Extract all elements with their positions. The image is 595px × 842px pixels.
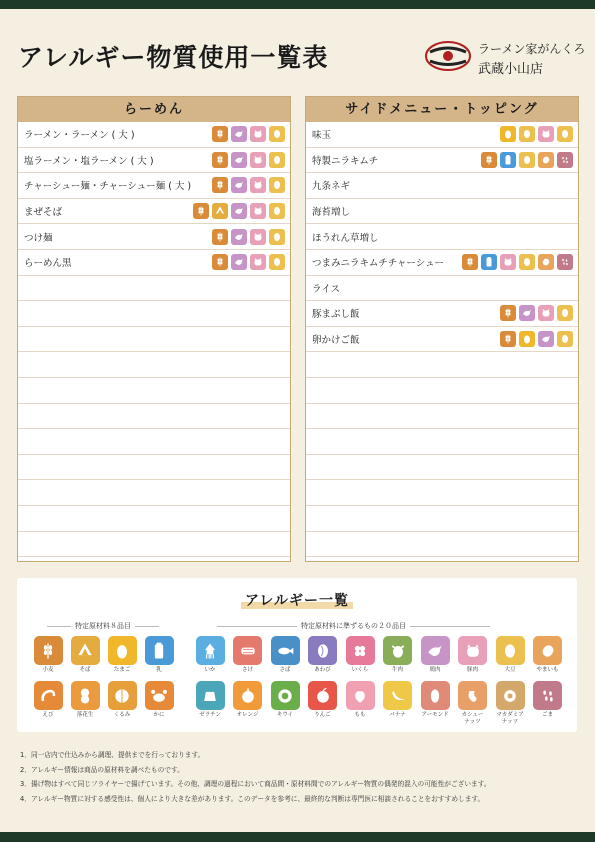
salmon-roe-icon (233, 636, 262, 665)
pork-icon (250, 229, 266, 245)
ramen-table-body (18, 122, 290, 562)
table-row (306, 301, 578, 327)
legend-item-label: 牛肉 (391, 667, 403, 673)
legend-item-label: たまご (113, 667, 131, 673)
menu-item-label: 特製ニラキムチ (312, 155, 379, 167)
page-title: アレルギー物質使用一覧表 (18, 43, 329, 72)
legend-item-label: くるみ (113, 712, 131, 718)
chicken-icon (231, 254, 247, 270)
table-row (306, 122, 578, 148)
legend-item-salmon-roe (233, 636, 263, 674)
table-row (18, 327, 290, 353)
legend-item-label: いくら (351, 667, 369, 673)
menu-item-label: 豚まぶし飯 (312, 309, 360, 321)
pork-icon (250, 254, 266, 270)
menu-item-label: 九条ネギ (312, 181, 351, 193)
table-row (306, 250, 578, 276)
legend-item-buckwheat (70, 636, 100, 674)
legend-item-label: キウイ (276, 712, 294, 718)
legend-item-peanut (70, 681, 100, 719)
legend-item-abalone (308, 636, 338, 674)
legend-item-pork (458, 636, 488, 674)
pork-icon (500, 254, 516, 270)
soy-icon (519, 152, 535, 168)
pork-icon (458, 636, 487, 665)
allergen-icons (500, 331, 573, 347)
menu-item-label: らーめん黒 (24, 258, 72, 270)
pork-icon (250, 203, 266, 219)
table-row (18, 506, 290, 532)
table-row (306, 429, 578, 455)
legend-item-label: マカダミア ナッツ (496, 712, 524, 725)
table-row (306, 173, 578, 199)
allergen-icons (481, 152, 573, 168)
legend-item-kiwi (270, 681, 300, 719)
table-row (18, 250, 290, 276)
legend-item-label: いか (204, 667, 216, 673)
soy-icon (557, 331, 573, 347)
side-menu-table (305, 96, 579, 562)
soy-icon (557, 305, 573, 321)
soy-icon (519, 254, 535, 270)
menu-item-label: ほうれん草増し (312, 232, 379, 244)
chicken-icon (231, 126, 247, 142)
menu-item-label: まぜそば (24, 207, 63, 219)
table-row (18, 455, 290, 481)
legend-item-crab (144, 681, 174, 719)
legend-item-apple (308, 681, 338, 719)
wheat-icon (500, 331, 516, 347)
chicken-icon (231, 203, 247, 219)
legend-item-label: さけ (241, 667, 253, 673)
wheat-icon (193, 203, 209, 219)
chicken-icon (231, 177, 247, 193)
legend-item-almond (420, 681, 450, 719)
ramen-table-header: らーめん (18, 97, 290, 122)
allergen-icons (212, 229, 285, 245)
pork-icon (250, 177, 266, 193)
milk-icon (481, 254, 497, 270)
legend-item-label: えび (42, 712, 54, 718)
legend-item-orange (233, 681, 263, 719)
soy-icon (519, 126, 535, 142)
wheat-icon (212, 152, 228, 168)
menu-item-label: ライス (312, 283, 341, 295)
menu-item-label: つまみニラキムチチャーシュー (312, 258, 445, 270)
table-row (18, 429, 290, 455)
chicken-icon (421, 636, 450, 665)
soy-icon (557, 126, 573, 142)
group1-label: 特定原材料８品目 (47, 621, 159, 631)
table-row (18, 199, 290, 225)
soy-icon (269, 229, 285, 245)
chicken-icon (519, 305, 535, 321)
legend-item-label: オレンジ (236, 712, 259, 718)
table-row (306, 378, 578, 404)
allergen-icons (500, 126, 573, 142)
ramen-table (17, 96, 291, 562)
legend-item-label: 大豆 (504, 667, 516, 673)
squid-icon (196, 636, 225, 665)
table-row (306, 199, 578, 225)
wheat-icon (212, 126, 228, 142)
wheat-icon (212, 229, 228, 245)
table-row (306, 148, 578, 174)
wheat-icon (500, 305, 516, 321)
allergy-legend (17, 578, 577, 732)
legend-item-gelatin (195, 681, 225, 719)
legend-item-label: 豚肉 (466, 667, 478, 673)
table-row (18, 148, 290, 174)
table-row (306, 532, 578, 558)
legend-item-walnut (107, 681, 137, 719)
table-row (18, 480, 290, 506)
wheat-icon (481, 152, 497, 168)
bottom-band (0, 832, 595, 842)
table-row (306, 352, 578, 378)
peanut-icon (71, 681, 100, 710)
legend-item-soy (495, 636, 525, 674)
table-row (18, 532, 290, 558)
table-row (18, 224, 290, 250)
legend-item-macadamia (495, 681, 525, 725)
legend-item-label: さば (279, 667, 291, 673)
legend-item-label: 小麦 (42, 667, 54, 673)
legend-item-peach (345, 681, 375, 719)
menu-item-label: 海苔増し (312, 207, 351, 219)
allergen-icons (212, 177, 285, 193)
abalone-icon (308, 636, 337, 665)
egg-icon (519, 331, 535, 347)
allergen-icons (193, 203, 285, 219)
soy-icon (269, 152, 285, 168)
legend-item-milk (144, 636, 174, 674)
gelatin-icon (196, 681, 225, 710)
side-menu-table-header: サイドメニュー・トッピング (306, 97, 578, 122)
milk-icon (500, 152, 516, 168)
allergen-icons (212, 126, 285, 142)
legend-item-label: カシュー ナッツ (461, 712, 484, 725)
legend-item-label: そば (79, 667, 91, 673)
wheat-icon (34, 636, 63, 665)
soy-icon (269, 177, 285, 193)
table-row (18, 352, 290, 378)
beef-icon (383, 636, 412, 665)
table-row (306, 404, 578, 430)
table-row (306, 506, 578, 532)
chicken-icon (538, 331, 554, 347)
yam-icon (538, 152, 554, 168)
pork-icon (250, 152, 266, 168)
top-band (0, 0, 595, 9)
wheat-icon (212, 177, 228, 193)
yam-icon (533, 636, 562, 665)
legend-item-label: 鶏肉 (429, 667, 441, 673)
orange-icon (233, 681, 262, 710)
pork-icon (538, 126, 554, 142)
allergen-icons (462, 254, 573, 270)
egg-icon (500, 126, 516, 142)
banana-icon (383, 681, 412, 710)
legend-item-label: ゼラチン (199, 712, 221, 718)
table-row (18, 378, 290, 404)
legend-item-label: もも (354, 712, 366, 718)
legend-item-label: りんご (314, 712, 331, 718)
legend-item-beef (383, 636, 413, 674)
chicken-icon (231, 229, 247, 245)
legend-item-label: 落花生 (76, 712, 94, 718)
sesame-icon (557, 254, 573, 270)
milk-icon (145, 636, 174, 665)
legend-item-shrimp (33, 681, 63, 719)
legend-item-label: 乳 (156, 667, 162, 673)
legend-item-label: バナナ (389, 712, 406, 718)
cashew-icon (458, 681, 487, 710)
side-menu-table-body (306, 122, 578, 562)
peach-icon (346, 681, 375, 710)
menu-item-label: 卵かけご飯 (312, 335, 360, 347)
table-row (18, 173, 290, 199)
kiwi-icon (271, 681, 300, 710)
crab-icon (145, 681, 174, 710)
allergen-icons (500, 305, 573, 321)
legend-item-label: ごま (541, 712, 553, 718)
ikura-icon (346, 636, 375, 665)
table-row (306, 327, 578, 353)
menu-item-label: 味玉 (312, 130, 332, 142)
store-name: ラーメン家がんくろ (478, 42, 586, 56)
legend-item-label: あわび (314, 667, 331, 673)
chicken-icon (231, 152, 247, 168)
legend-item-yam (533, 636, 563, 674)
apple-icon (308, 681, 337, 710)
buckwheat-icon (212, 203, 228, 219)
menu-item-label: チャーシュー麺・チャーシュー麺 ( 大 ) (24, 181, 192, 193)
pork-icon (250, 126, 266, 142)
legend-item-ikura (345, 636, 375, 674)
pork-icon (538, 305, 554, 321)
table-row (18, 301, 290, 327)
egg-icon (108, 636, 137, 665)
legend-title: アレルギー一覧 (17, 590, 577, 610)
notes (20, 748, 580, 806)
almond-icon (421, 681, 450, 710)
yam-icon (538, 254, 554, 270)
note-3: 3．揚げ物はすべて同じフライヤーで揚げています。その他、調理の過程において商品間・原材料間でのアレルギー物質の偶発的混入の可能性がございます。 (20, 780, 491, 788)
menu-item-label: 塩ラーメン・塩ラーメン ( 大 ) (24, 155, 154, 167)
wheat-icon (212, 254, 228, 270)
macadamia-icon (496, 681, 525, 710)
legend-item-chicken (420, 636, 450, 674)
legend-item-mackerel (270, 636, 300, 674)
store-logo (424, 40, 472, 72)
table-row (18, 404, 290, 430)
table-row (18, 122, 290, 148)
allergen-icons (212, 254, 285, 270)
wheat-icon (462, 254, 478, 270)
sesame-icon (557, 152, 573, 168)
note-1: 1．同一店内で仕込みから調理、提供までを行っております。 (20, 751, 205, 759)
sesame-icon (533, 681, 562, 710)
note-2: 2．アレルギー情報は商品の原材料を調べたものです。 (20, 765, 184, 774)
legend-item-banana (383, 681, 413, 719)
legend-item-squid (195, 636, 225, 674)
soy-icon (269, 203, 285, 219)
table-row (306, 455, 578, 481)
soy-icon (269, 126, 285, 142)
soy-icon (496, 636, 525, 665)
allergen-icons (212, 152, 285, 168)
table-row (306, 276, 578, 302)
soy-icon (269, 254, 285, 270)
menu-item-label: つけ麺 (24, 232, 53, 244)
legend-item-egg (107, 636, 137, 674)
legend-item-wheat (33, 636, 63, 674)
buckwheat-icon (71, 636, 100, 665)
table-row (306, 480, 578, 506)
group2-label: 特定原材料に準ずるもの２０品目 (217, 621, 490, 631)
walnut-icon (108, 681, 137, 710)
table-row (18, 276, 290, 302)
legend-item-cashew (458, 681, 488, 725)
table-row (306, 224, 578, 250)
store-branch: 武蔵小山店 (478, 62, 544, 77)
note-4: 4．アレルギー物質に対する感受性は、個人により大きな差があります。このデータを参考に、最終的な判断は専門医に相談されることをおすすめします。 (20, 794, 485, 803)
legend-item-label: かに (153, 712, 165, 718)
shrimp-icon (34, 681, 63, 710)
menu-item-label: ラーメン・ラーメン ( 大 ) (24, 130, 135, 142)
legend-item-sesame (533, 681, 563, 719)
legend-item-label: やまいも (536, 667, 559, 673)
mackerel-icon (271, 636, 300, 665)
legend-item-label: アーモンド (421, 712, 449, 718)
